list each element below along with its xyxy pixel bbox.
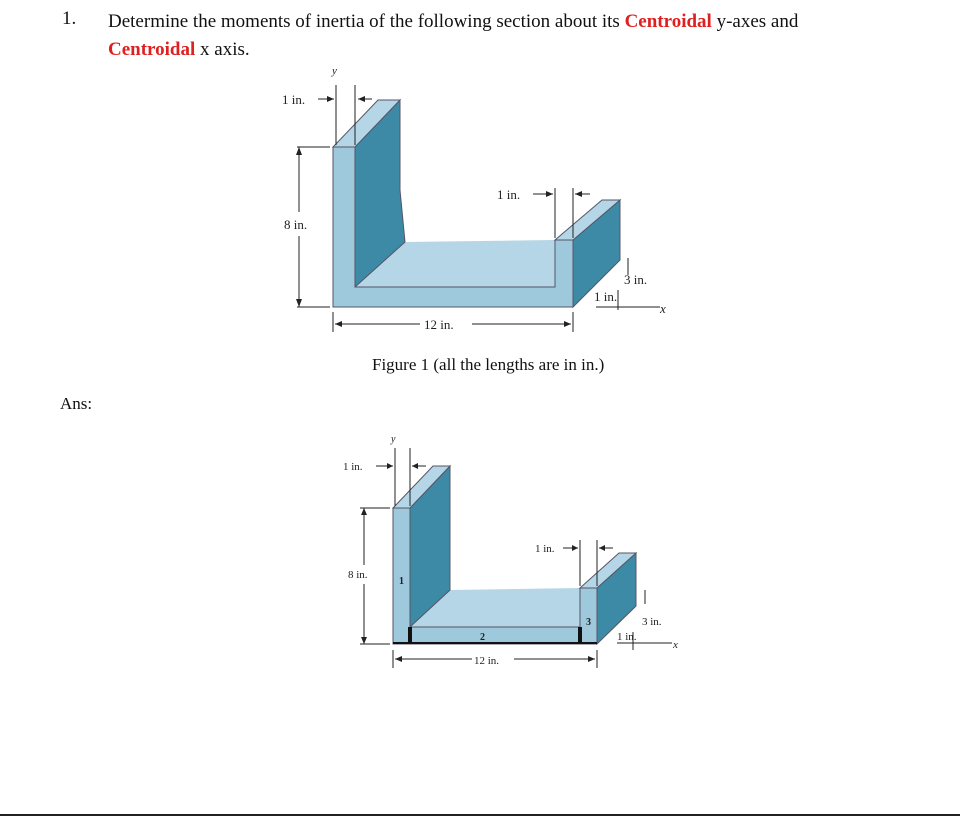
fig2-part-2-label: 2 [480, 632, 485, 643]
fig2-y-axis-label: y [391, 434, 396, 445]
fig1-base-thickness-label: 1 in. [594, 289, 618, 304]
fig1-x-axis-label: x [660, 301, 666, 316]
fig2-right-height-label: 3 in. [642, 616, 662, 628]
figure-2-solid [393, 466, 636, 644]
fig2-base-thickness-label: 1 in. [617, 631, 637, 643]
fig1-y-axis-label: y [332, 65, 337, 77]
fig1-width-label: 12 in. [424, 317, 454, 332]
fig2-right-thickness-label: 1 in. [535, 543, 555, 555]
question-text-before: Determine the moments of inertia of the following section about its [108, 11, 625, 32]
highlight-centroidal-x: Centroidal [108, 39, 196, 60]
answer-label: Ans: [60, 394, 93, 413]
question-text-middle: y-axes and [711, 11, 799, 32]
figure-1-caption: Figure 1 (all the lengths are in in.) [372, 355, 605, 374]
question-number: 1. [62, 8, 77, 29]
fig1-height-label: 8 in. [284, 217, 308, 232]
fig2-part-3-label: 3 [586, 617, 591, 628]
fig2-width-label: 12 in. [474, 655, 500, 667]
question-text-after: x axis. [195, 39, 250, 60]
fig2-part-1-label: 1 [399, 576, 404, 587]
fig1-right-height-label: 3 in. [624, 272, 648, 287]
highlight-centroidal-y: Centroidal [624, 11, 712, 32]
fig2-x-axis-label: x [673, 639, 678, 651]
fig1-right-thickness-label: 1 in. [497, 187, 521, 202]
fig2-height-label: 8 in. [348, 569, 368, 581]
fig2-left-thickness-label: 1 in. [343, 461, 363, 473]
bottom-rule [0, 814, 960, 816]
fig1-left-thickness-label: 1 in. [282, 92, 306, 107]
